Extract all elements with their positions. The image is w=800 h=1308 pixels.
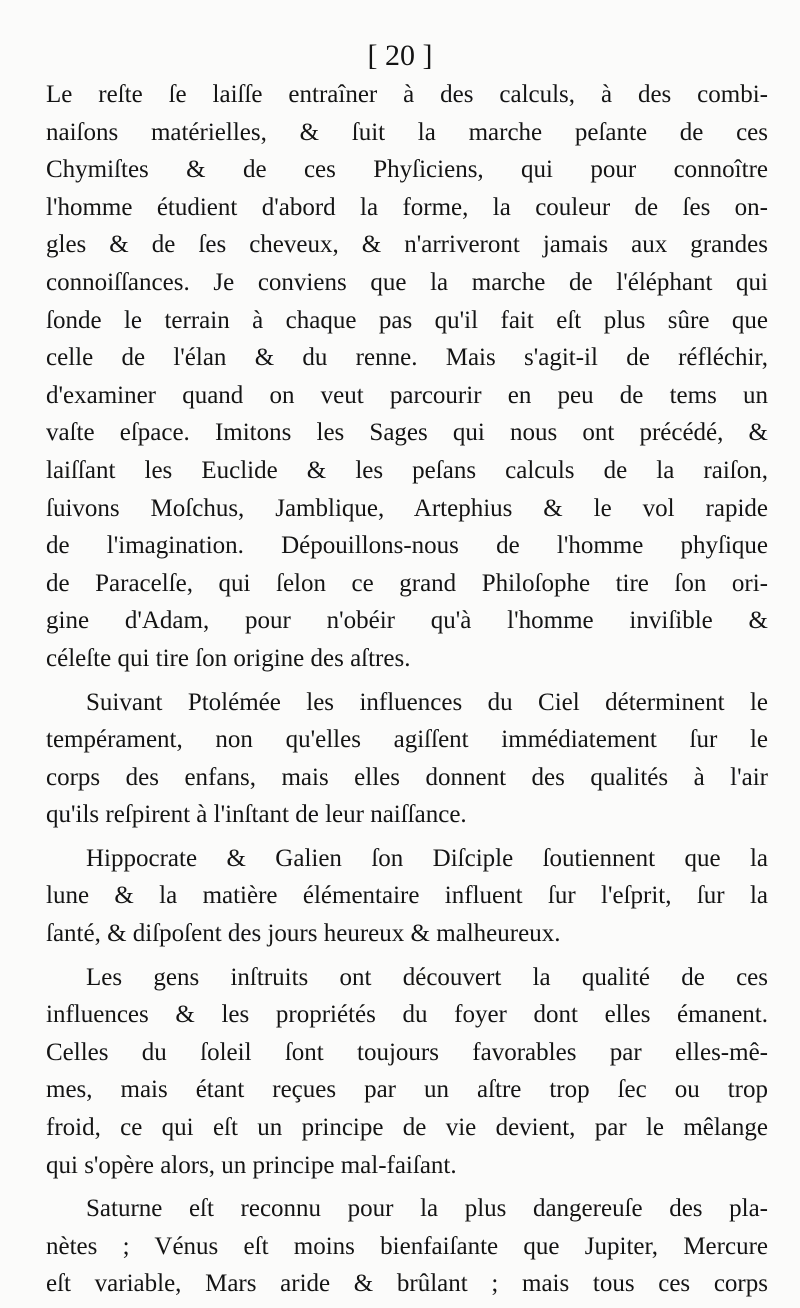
paragraph-4 <box>46 959 768 1185</box>
text-line: de l'imagination. Dépouillons-nous de l'homme phyſique <box>46 532 768 560</box>
text-line: Les gens inſtruits ont découvert la qualité de ces <box>86 963 768 991</box>
text-line: froid, ce qui eſt un principe de vie devient, par le mêlange <box>46 1114 768 1142</box>
text-line: qui s'opère alors, un principe mal-faiſant. <box>46 1151 457 1179</box>
text-line: mes, mais étant reçues par un aſtre trop ſec ou trop <box>46 1076 768 1104</box>
text-line: ſanté, & diſpoſent des jours heureux & malheureux. <box>46 920 561 948</box>
text-line: l'homme étudient d'abord la forme, la couleur de ſes on- <box>46 193 768 221</box>
text-line: lune & la matière élémentaire influent ſur l'eſprit, ſur la <box>46 882 768 910</box>
text-line: ſonde le terrain à chaque pas qu'il fait eſt plus sûre que <box>46 306 768 334</box>
text-line: naiſons matérielles, & ſuit la marche peſante de ces <box>46 118 768 146</box>
page-number: [ 20 ] <box>367 39 433 72</box>
paragraph-1 <box>46 76 768 678</box>
text-line: Suivant Ptolémée les influences du Ciel déterminent le <box>86 688 768 716</box>
text-line: nètes ; Vénus eſt moins bienfaiſante que Jupiter, Mercure <box>46 1232 768 1260</box>
text-line: Le reſte ſe laiſſe entraîner à des calculs, à des combi- <box>46 81 768 108</box>
text-line: qu'ils reſpirent à l'inſtant de leur naiſſance. <box>46 801 467 829</box>
text-line: eſt variable, Mars aride & brûlant ; mais tous ces corps <box>46 1270 768 1298</box>
paragraph-2 <box>46 684 768 834</box>
text-line: tempérament, non qu'elles agiſſent immédiatement ſur le <box>46 726 768 754</box>
text-line: céleſte qui tire ſon origine des aſtres. <box>46 644 411 672</box>
text-line: Celles du ſoleil ſont toujours favorables par elles-mê- <box>46 1038 768 1066</box>
text-line: celle de l'élan & du renne. Mais s'agit-il de réfléchir, <box>46 344 768 372</box>
text-line: influences & les propriétés du foyer dont elles émanent. <box>46 1001 768 1029</box>
text-line: gles & de ſes cheveux, & n'arriveront jamais aux grandes <box>46 231 768 259</box>
text-line: Chymiſtes & de ces Phyſiciens, qui pour connoître <box>46 156 768 184</box>
paragraph-5 <box>46 1190 768 1303</box>
paragraph-3 <box>46 840 768 953</box>
text-line: Hippocrate & Galien ſon Diſciple ſoutiennent que la <box>86 844 768 872</box>
text-line: ſuivons Moſchus, Jamblique, Artephius & le vol rapide <box>46 494 768 522</box>
text-line: Saturne eſt reconnu pour la plus dangereuſe des pla- <box>86 1195 768 1223</box>
text-line: gine d'Adam, pour n'obéir qu'à l'homme inviſible & <box>46 607 768 635</box>
text-line: de Paracelſe, qui ſelon ce grand Philoſophe tire ſon ori- <box>46 569 768 597</box>
text-line: corps des enfans, mais elles donnent des qualités à l'air <box>46 763 768 791</box>
body-text <box>46 76 768 1303</box>
text-line: connoiſſances. Je conviens que la marche de l'éléphant qui <box>46 268 768 296</box>
text-line: d'examiner quand on veut parcourir en peu de tems un <box>46 381 768 409</box>
text-line: vaſte eſpace. Imitons les Sages qui nous ont précédé, & <box>46 419 768 447</box>
text-line: laiſſant les Euclide & les peſans calculs de la raiſon, <box>46 456 768 484</box>
